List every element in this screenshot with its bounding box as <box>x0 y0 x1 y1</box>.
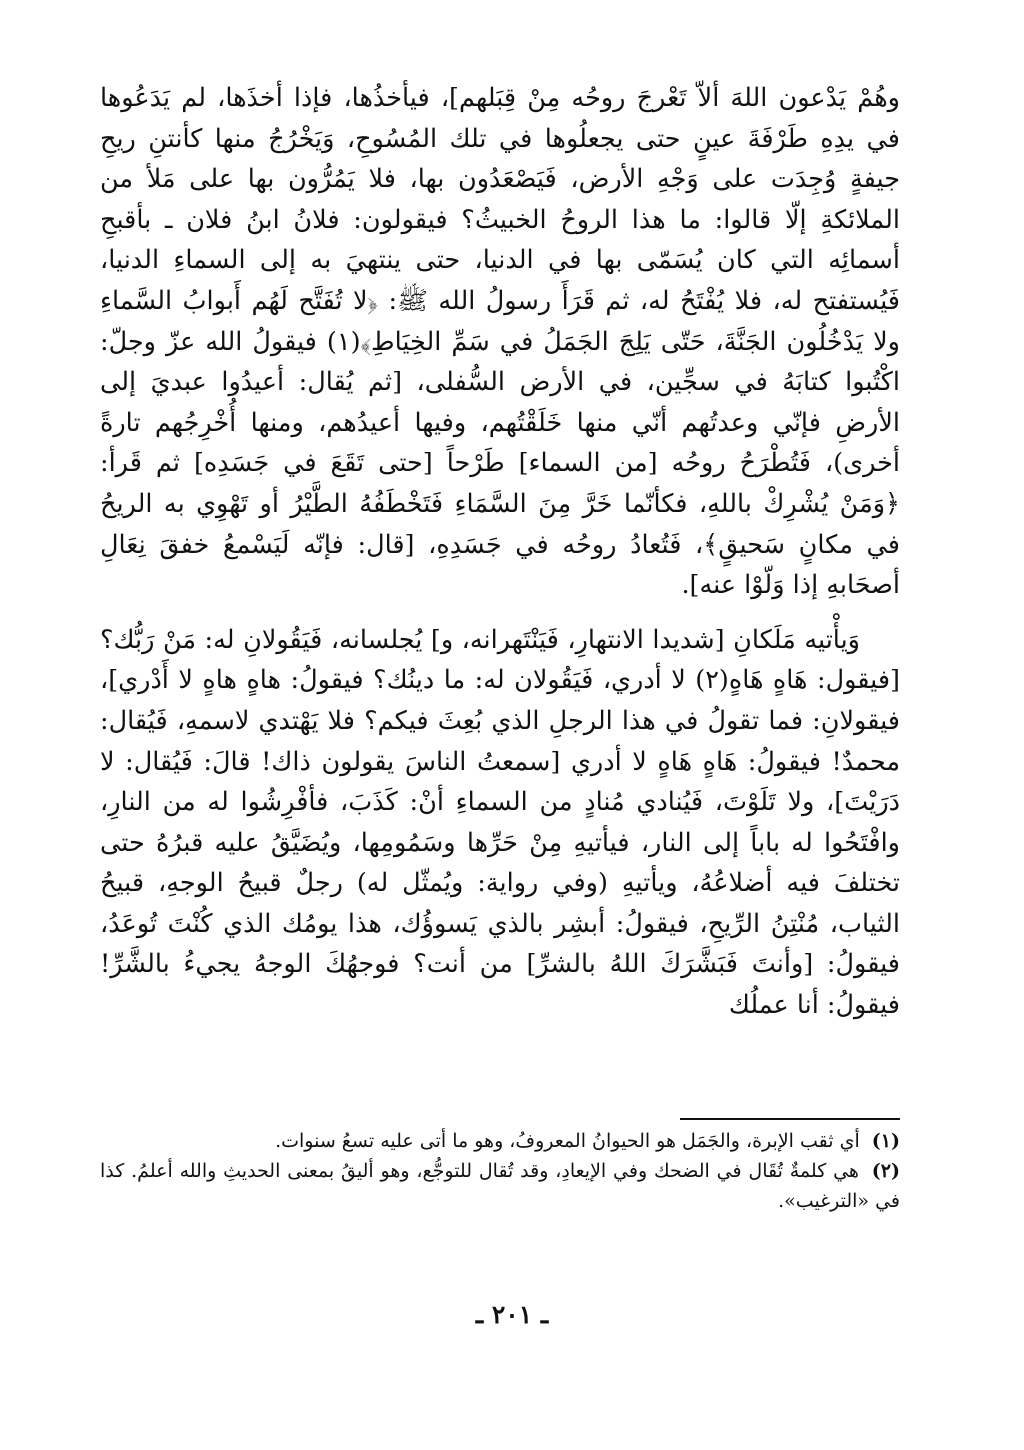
footnote-number: (٢) <box>871 1160 900 1182</box>
body-paragraph-1: وهُمْ يَدْعون اللهَ ألاّ تَعْرجَ روحُه مِنْ قِبَلهم]، فيأخذُها، فإذا أخذَها، لم يَدَعُوها في يدِهِ طَرْفَةَ عينٍ حتى يجعلُوها في تلك المُسُوحِ، وَيَخْرُجُ منها كأنتنِ ريحِ جيفةٍ وُجِدَت على وَجْهِ الأرض، فَيَصْعَدُون بها، فلا يَمُرُّون بها على مَلأ من الملائكةِ إلّا قالوا: ما هذا الروحُ الخبيثُ؟ فيقولون: فلانُ ابنُ فلان ـ بأقبحِ أسمائِه التي كان يُسَمّى بها في الدنيا، حتى ينتهيَ به إلى السماءِ الدنيا، فَيُستفتح له، فلا يُفْتَحُ له، ثم قَرَأَ رسولُ الله ﷺ: ﴿لا تُفَتَّح لَهُم أَبوابُ السَّماءِ ولا يَدْخُلُون الجَنَّةَ، حَتّى يَلِجَ الجَمَلُ في سَمِّ الخِيَاطِ﴾(١) فيقولُ الله عزّ وجلّ: اكْتُبوا كتابَهُ في سجِّين، في الأرض السُّفلى، [ثم يُقال: أعيدُوا عبديَ إلى الأرضِ فإنّي وعدتُهم أنّي منها خَلَقْتُهم، وفيها أعيدُهم، ومنها أُخْرِجُهم تارةً أخرى)، فَتُطْرَحُ روحُه [من السماء] طَرْحاً [حتى تَقَعَ في جَسَدِه] ثم قَرأ: ﴿وَمَنْ يُشْرِكْ باللهِ، فكأنّما خَرَّ مِنَ السَّمَاءِ فَتَخْطَفُهُ الطَّيْرُ أو تَهْوِي به الريحُ في مكانٍ سَحيقٍ﴾، فَتُعادُ روحُه في جَسَدِهِ، [قال: فإنّه لَيَسْمعُ خفقَ نِعَالِ أصحَابهِ إذا وَلّوْا عنه]. <box>100 83 900 601</box>
footnote-number: (١) <box>871 1130 900 1152</box>
page-content <box>100 78 900 1026</box>
footnote-divider <box>680 1118 900 1120</box>
footnotes <box>100 1126 900 1216</box>
footnote-2 <box>100 1156 900 1216</box>
page-number: ـ ٢٠١ ـ <box>475 1300 549 1329</box>
footnote-text: أي ثقب الإبرة، والجَمَل هو الحيوانُ المعروفُ، وهو ما أتى عليه تسعُ سنوات. <box>275 1130 860 1152</box>
footnote-1 <box>100 1126 900 1156</box>
footnote-text: هي كلمةٌ تُقَال في الضحك وفي الإيعادِ، وقد تُقال للتوجُّع، وهو أليقُ بمعنى الحديثِ والله أعلمُ. كذا في «الترغيب». <box>100 1160 900 1212</box>
body-paragraph-2: وَيأْتيه مَلَكانِ [شديدا الانتهارِ، فَيَنْتَهرانه، و] يُجلسانه، فَيَقُولانِ له: مَنْ رَبُّك؟ [فيقول: هَاهٍ هَاهٍ(٢) لا أدري، فَيَقُولان له: ما دينُك؟ فيقولُ: هاهٍ هاهٍ لا أَدْري]، فيقولانِ: فما تقولُ في هذا الرجلِ الذي بُعِثَ فيكم؟ فلا يَهْتدي لاسمهِ، فَيُقال: محمدٌ! فيقولُ: هَاهٍ هَاهٍ لا أدري [سمعتُ الناسَ يقولون ذاك! قالَ: فَيُقال: لا دَرَيْتَ]، ولا تَلَوْتَ، فَيُنادي مُنادٍ من السماءِ أنْ: كَذَبَ، فأفْرِشُوا له من النارِ، وافْتَحُوا له باباً إلى النار، فيأتيهِ مِنْ حَرِّها وسَمُومِها، ويُضَيَّقُ عليه قبرُهُ حتى تختلفَ فيه أضلاعُهُ، ويأتيهِ (وفي رواية: ويُمثّل له) رجلٌ قبيحُ الوجهِ، قبيحُ الثياب، مُنْتِنُ الرِّيحِ، فيقولُ: أبشِر بالذي يَسوؤُك، هذا يومُك الذي كُنْتَ تُوعَدُ، فيقولُ: [وأنتَ فَبَشَّرَكَ اللهُ بالشرِّ] من أنت؟ فوجهُكَ الوجهُ يجيءُ بالشَّرِّ! فيقولُ: أنا عملُك <box>100 624 901 1021</box>
